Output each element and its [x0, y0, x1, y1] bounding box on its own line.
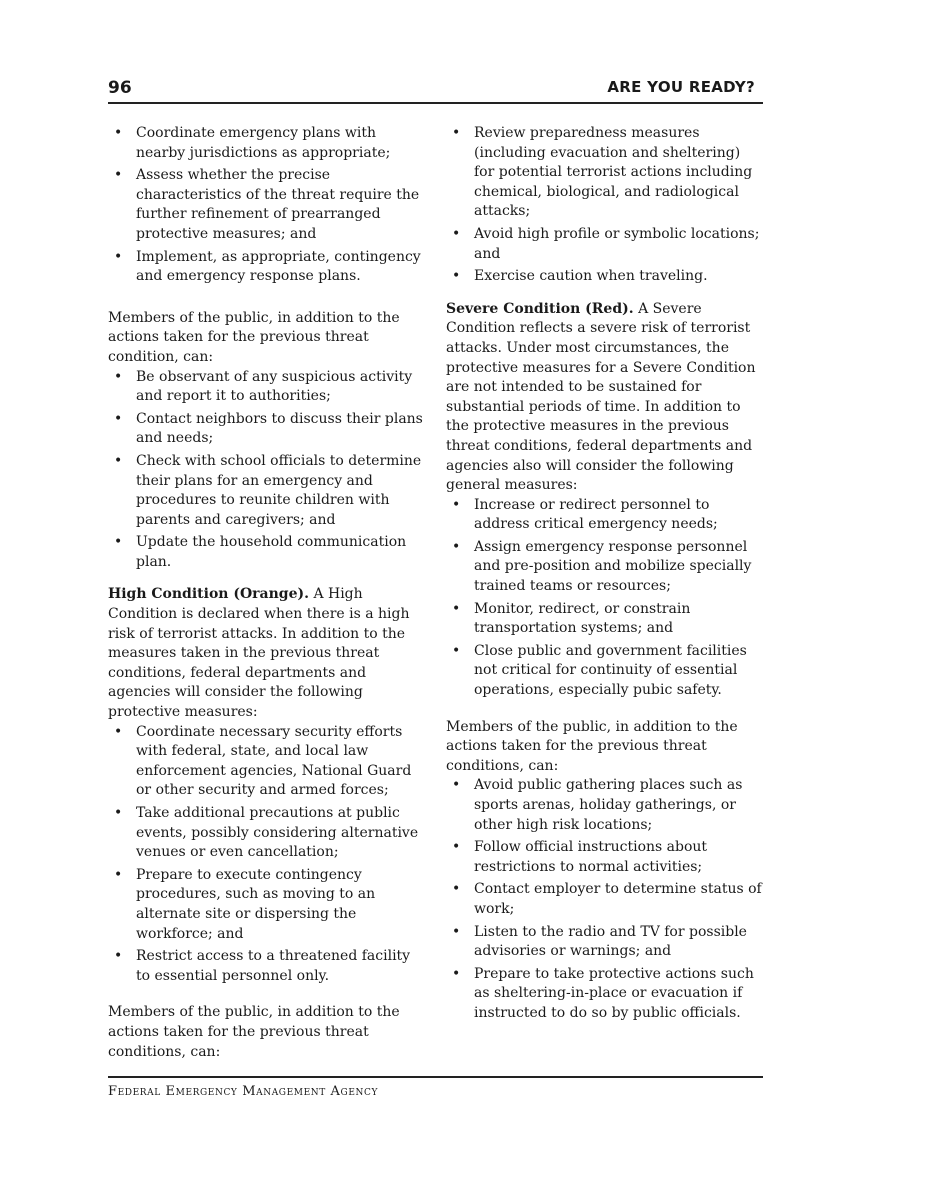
- list-item: • Take additional precautions at public events, possibly considering alternative venues or even cancellation;: [108, 804, 424, 863]
- list-item: • Review preparedness measures (including evacuation and sheltering) for potential terrorist actions including chemical, biological, and radiological attacks;: [446, 124, 764, 222]
- high-agency-list: [108, 723, 424, 987]
- left-column: [108, 124, 424, 1062]
- list-item: • Coordinate emergency plans with nearby jurisdictions as appropriate;: [108, 124, 424, 163]
- list-item: • Check with school officials to determine their plans for an emergency and procedures to reunite children with parents and caregivers; and: [108, 452, 424, 530]
- list-item: • Prepare to take protective actions such as sheltering-in-place or evacuation if instructed to do so by public officials.: [446, 965, 764, 1024]
- severe-condition-heading: Severe Condition (Red).: [446, 300, 634, 317]
- list-item: • Update the household communication plan.: [108, 533, 424, 572]
- page-number: 96: [108, 78, 132, 98]
- high-condition-heading: High Condition (Orange).: [108, 586, 309, 603]
- high-public-intro: Members of the public, in addition to the actions taken for the previous threat conditions, can:: [108, 1004, 400, 1060]
- elevated-public-list: [108, 368, 424, 573]
- list-item: • Coordinate necessary security efforts with federal, state, and local law enforcement agencies, National Guard or other security and armed forces;: [108, 723, 424, 801]
- list-item: • Prepare to execute contingency procedures, such as moving to an alternate site or dispersing the workforce; and: [108, 866, 424, 944]
- list-item: • Close public and government facilities not critical for continuity of essential operations, especially pubic safety.: [446, 642, 764, 701]
- list-item: • Assign emergency response personnel and pre-position and mobilize specially trained teams or resources;: [446, 538, 764, 597]
- elevated-public-intro: Members of the public, in addition to the actions taken for the previous threat condition, can:: [108, 309, 400, 365]
- severe-agency-list: [446, 496, 764, 701]
- severe-public-intro: Members of the public, in addition to the actions taken for the previous threat conditions, can:: [446, 718, 738, 774]
- page-header: [108, 76, 763, 104]
- list-item: • Avoid public gathering places such as sports arenas, holiday gatherings, or other high risk locations;: [446, 776, 764, 835]
- list-item: • Contact employer to determine status of work;: [446, 880, 764, 919]
- list-item: • Listen to the radio and TV for possible advisories or warnings; and: [446, 923, 764, 962]
- elevated-agency-list: [108, 124, 424, 287]
- severe-public-list: [446, 776, 764, 1023]
- severe-condition-body: A Severe Condition reflects a severe risk of terrorist attacks. Under most circumstances, the protective measures for a Severe Condition are not intended to be sustained for substantial periods of time. In addition to the protective measures in the previous threat conditions, federal departments and agencies also will consider the following general measures:: [446, 300, 756, 494]
- list-item: • Exercise caution when traveling.: [446, 267, 764, 287]
- right-column: [446, 124, 764, 1027]
- running-title: ARE YOU READY?: [607, 78, 755, 96]
- list-item: • Implement, as appropriate, contingency and emergency response plans.: [108, 248, 424, 287]
- list-item: • Follow official instructions about restrictions to normal activities;: [446, 838, 764, 877]
- severe-condition-paragraph: [446, 300, 764, 496]
- page-footer: [108, 1076, 763, 1099]
- list-item: • Be observant of any suspicious activity and report it to authorities;: [108, 368, 424, 407]
- list-item: • Contact neighbors to discuss their plans and needs;: [108, 410, 424, 449]
- list-item: • Restrict access to a threatened facility to essential personnel only.: [108, 947, 424, 986]
- high-public-list: [446, 124, 764, 287]
- list-item: • Avoid high profile or symbolic locations; and: [446, 225, 764, 264]
- high-condition-paragraph: [108, 585, 424, 722]
- list-item: • Assess whether the precise characteristics of the threat require the further refinement of prearranged protective measures; and: [108, 166, 424, 244]
- list-item: • Increase or redirect personnel to address critical emergency needs;: [446, 496, 764, 535]
- footer-agency: Federal Emergency Management Agency: [108, 1084, 378, 1099]
- high-condition-body: A High Condition is declared when there is a high risk of terrorist attacks. In addition to the measures taken in the previous threat conditions, federal departments and agencies will consider the following protective measures:: [108, 586, 410, 721]
- list-item: • Monitor, redirect, or constrain transportation systems; and: [446, 600, 764, 639]
